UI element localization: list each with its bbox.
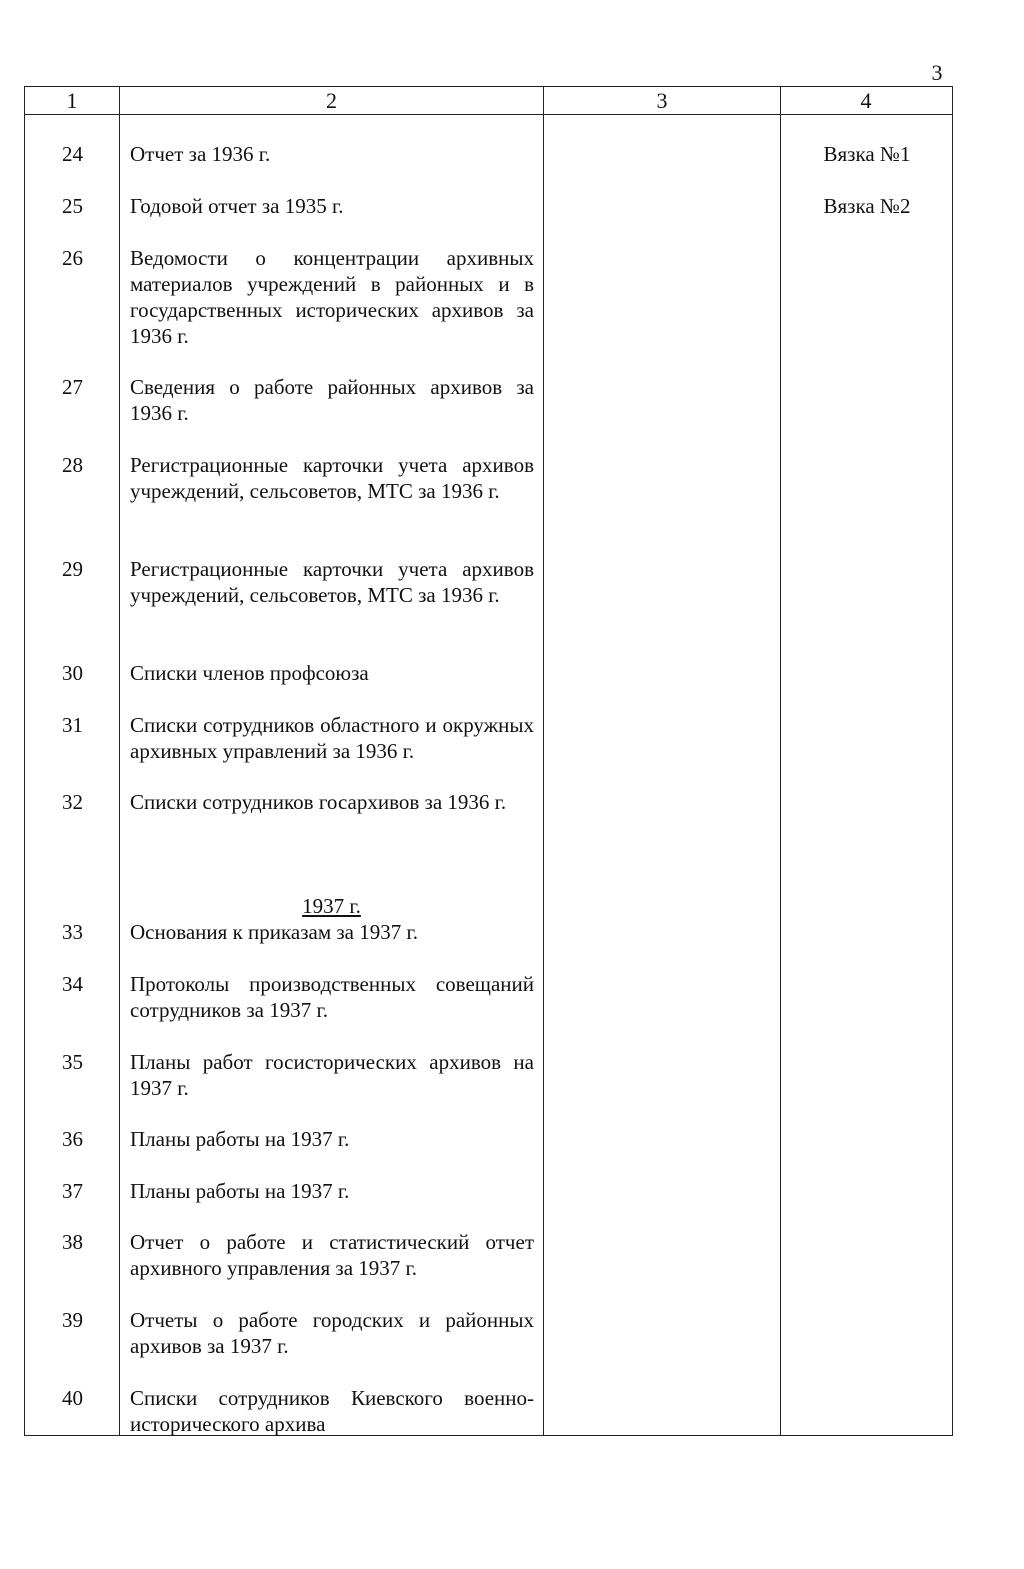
column-header-3: 3 <box>656 88 668 113</box>
item-number: 34 <box>62 972 83 996</box>
item-number: 35 <box>62 1050 83 1074</box>
item-title: Списки сотрудников Киевского военно-исторического архива <box>130 1386 534 1436</box>
column-divider <box>543 87 544 1435</box>
item-number: 33 <box>62 920 83 944</box>
item-title: Планы работы на 1937 г. <box>130 1179 350 1203</box>
item-number: 24 <box>62 142 83 166</box>
year-section-heading: 1937 г. <box>302 894 361 918</box>
item-number: 36 <box>62 1127 83 1151</box>
page-number: 3 <box>931 60 943 85</box>
item-title: Списки сотрудников госархивов за 1936 г. <box>130 790 507 814</box>
item-title: Планы работы на 1937 г. <box>130 1127 350 1151</box>
column-header-2: 2 <box>326 88 337 113</box>
item-title: Основания к приказам за 1937 г. <box>130 920 418 944</box>
column-header-4: 4 <box>860 88 872 113</box>
item-number: 26 <box>62 246 83 270</box>
column-header-1: 1 <box>66 88 78 113</box>
item-title: Списки членов профсоюза <box>130 661 369 685</box>
item-number: 31 <box>62 713 83 737</box>
item-number: 32 <box>62 790 83 814</box>
inventory-table <box>24 86 953 1436</box>
item-title: Регистрационные карточки учета архивов учреждений, сельсоветов, МТС за 1936 г. <box>130 557 534 607</box>
item-title: Сведения о работе районных архивов за 1936 г. <box>130 375 534 425</box>
item-number: 27 <box>62 375 83 399</box>
item-note: Вязка №2 <box>823 194 911 218</box>
item-number: 39 <box>62 1308 83 1332</box>
item-title: Регистрационные карточки учета архивов учреждений, сельсоветов, МТС за 1936 г. <box>130 453 534 503</box>
item-number: 28 <box>62 453 83 477</box>
item-number: 38 <box>62 1230 83 1254</box>
item-number: 29 <box>62 557 83 581</box>
column-divider <box>780 87 781 1435</box>
item-title: Планы работ госисторических архивов на 1937 г. <box>130 1050 534 1100</box>
item-title: Отчеты о работе городских и районных архивов за 1937 г. <box>130 1308 534 1358</box>
header-divider <box>25 114 952 115</box>
item-title: Отчет за 1936 г. <box>130 142 271 166</box>
item-title: Списки сотрудников областного и окружных архивных управлений за 1936 г. <box>130 713 534 763</box>
item-number: 37 <box>62 1179 83 1203</box>
item-title: Протоколы производственных совещаний сотрудников за 1937 г. <box>130 972 534 1022</box>
item-number: 30 <box>62 661 83 685</box>
item-number: 40 <box>62 1386 83 1410</box>
item-number: 25 <box>62 194 83 218</box>
item-note: Вязка №1 <box>823 142 911 166</box>
item-title: Отчет о работе и статистический отчет архивного управления за 1937 г. <box>130 1230 534 1280</box>
item-title: Годовой отчет за 1935 г. <box>130 194 344 218</box>
item-title: Ведомости о концентрации архивных материалов учреждений в районных и в государственных исторических архивов за 1936 г. <box>130 246 534 348</box>
